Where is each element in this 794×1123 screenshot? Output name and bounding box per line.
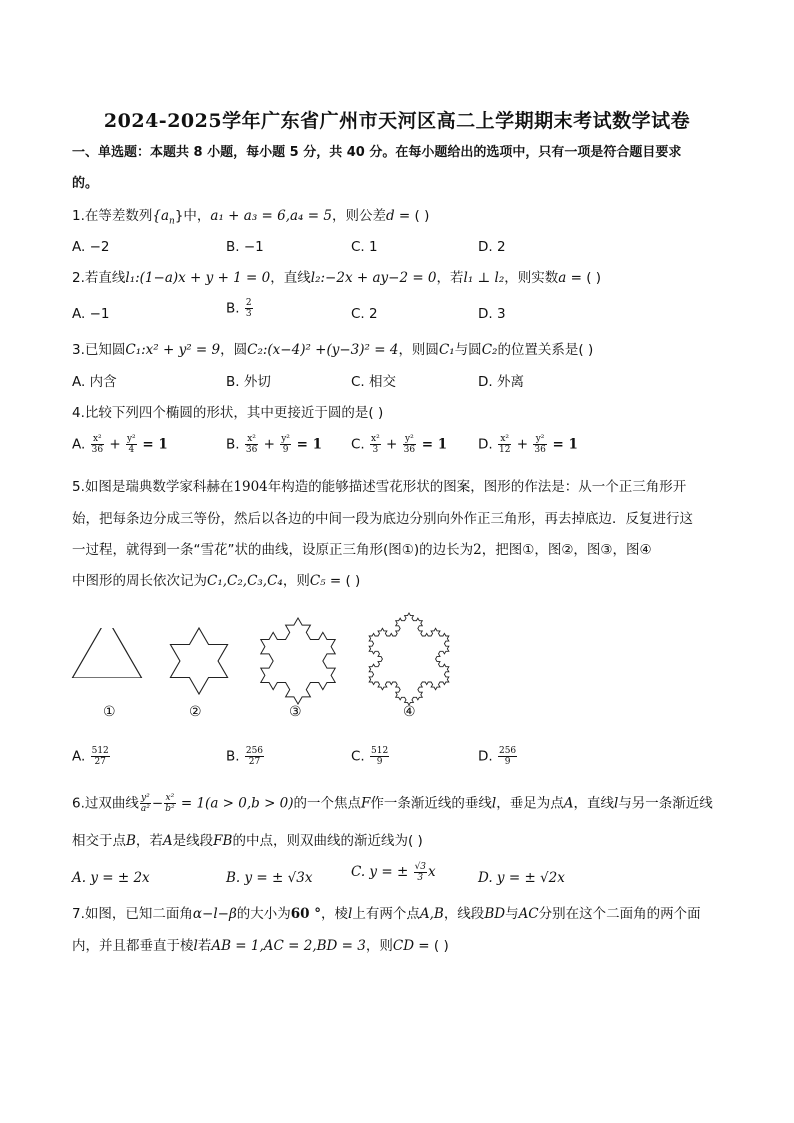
question-4-stem: 4.比较下列四个椭圆的形状，其中更接近于圆的是( ) bbox=[72, 405, 384, 421]
exam-title: 2024-2025学年广东省广州市天河区高二上学期期末考试数学试卷 bbox=[103, 110, 691, 132]
question-2-option-c: C. 2 bbox=[351, 306, 378, 322]
koch-figure-3 bbox=[248, 608, 348, 708]
koch-figure-1 bbox=[66, 628, 148, 678]
figure-label-2: ② bbox=[189, 704, 202, 720]
question-3-option-a: A. 内含 bbox=[72, 374, 117, 390]
question-5-line-1: 5.如图是瑞典数学家科赫在1904年构造的能够描述雪花形状的图案，图形的作法是：从一个正三角形开 bbox=[72, 479, 687, 495]
question-6-option-d: D. y = ± √2x bbox=[478, 870, 565, 886]
question-7-line-1: 7.如图，已知二面角α−l−β的大小为60 °，棱l上有两个点A,B，线段BD与AC分别在这个二面角的两个面 bbox=[72, 906, 701, 922]
koch-curve-iteration-3 bbox=[261, 618, 335, 704]
question-6-option-c: C. y = ± $\frac{√3}{3}$ x bbox=[351, 862, 436, 883]
question-5-option-b: B. $\frac{256}{27}$ bbox=[226, 746, 264, 767]
section-header-line1: 一、单选题：本题共 8 小题，每小题 5 分，共 40 分。在每小题给出的选项中，只有一项是符合题目要求 bbox=[72, 145, 682, 160]
question-2-option-d: D. 3 bbox=[478, 306, 506, 322]
question-3-option-b: B. 外切 bbox=[226, 374, 271, 390]
question-7-line-2: 内，并且都垂直于棱l若AB = 1,AC = 2,BD = 3，则CD = ( ) bbox=[72, 938, 449, 954]
question-4-option-c: C. $\frac{\text{x²}}{3}$ + $\frac{\text{y²}}{36}$ = 1 bbox=[351, 434, 448, 455]
koch-curve-iteration-2 bbox=[170, 628, 227, 694]
question-2-option-a: A. −1 bbox=[72, 306, 110, 322]
question-5-line-3: 一过程，就得到一条“雪花”状的曲线，设原正三角形(图①)的边长为2，把图①，图②，图③，图④ bbox=[72, 542, 652, 558]
figure-label-1: ① bbox=[103, 704, 116, 720]
question-3-stem: 3.已知圆C₁:x² + y² = 9，圆C₂:(x−4)² +(y−3)² = 4，则圆C₁与圆C₂的位置关系是( ) bbox=[72, 342, 594, 358]
question-6-option-a: A. y = ± 2x bbox=[72, 870, 150, 886]
section-header-line2: 的。 bbox=[72, 176, 99, 191]
question-1-option-b: B. −1 bbox=[226, 239, 264, 255]
question-1-option-c: C. 1 bbox=[351, 239, 378, 255]
question-1-option-a: A. −2 bbox=[72, 239, 110, 255]
question-4-option-b: B. $\frac{\text{x²}}{36}$ + $\frac{\text{y²}}{9}$ = 1 bbox=[226, 434, 323, 455]
question-5-line-2: 始，把每条边分成三等份，然后以各边的中间一段为底边分别向外作正三角形，再去掉底边．反复进行这 bbox=[72, 511, 693, 527]
question-5-option-c: C. $\frac{512}{9}$ bbox=[351, 746, 389, 767]
koch-figure-4 bbox=[356, 604, 462, 710]
figure-label-3: ③ bbox=[289, 704, 302, 720]
question-2-option-b: B. $\frac{2}{3}$ bbox=[226, 298, 252, 319]
figure-label-4: ④ bbox=[403, 704, 416, 720]
question-5-line-4: 中图形的周长依次记为C₁,C₂,C₃,C₄，则C₅ = ( ) bbox=[72, 573, 361, 589]
question-3-option-c: C. 相交 bbox=[351, 374, 397, 390]
question-4-option-a: A. $\frac{\text{x²}}{36}$ + $\frac{\text{y²}}{4}$ = 1 bbox=[72, 434, 168, 455]
question-1-stem: 1.在等差数列$\{a_n\}$中，a₁ + a₃ = 6,a₄ = 5，则公差d = ( ) bbox=[72, 208, 430, 227]
question-4-option-d: D. $\frac{\text{x²}}{12}$ + $\frac{\text{y²}}{36}$ = 1 bbox=[478, 434, 578, 455]
question-5-option-d: D. $\frac{256}{9}$ bbox=[478, 746, 517, 767]
koch-curve-iteration-1 bbox=[72, 628, 141, 678]
fraction: $\frac{2}{3}$ bbox=[245, 298, 252, 319]
question-6-option-b: B. y = ± √3x bbox=[226, 870, 313, 886]
question-5-option-a: A. $\frac{512}{27}$ bbox=[72, 746, 109, 767]
koch-figure-2 bbox=[160, 620, 238, 698]
question-6-line-2: 相交于点B，若A是线段FB的中点，则双曲线的渐近线为( ) bbox=[72, 833, 423, 849]
question-2-stem: 2.若直线l₁:(1−a)x + y + 1 = 0，直线l₂:−2x + ay−2 = 0，若l₁ ⊥ l₂，则实数a = ( ) bbox=[72, 270, 602, 286]
question-1-option-d: D. 2 bbox=[478, 239, 506, 255]
question-3-option-d: D. 外离 bbox=[478, 374, 524, 390]
question-6-line-1: 6.过双曲线 $\frac{\text{y²}}{\text{a²}}$ − $\frac{\text{x²}}{\text{b²}}$ = 1(a > 0,b > 0)的一个焦点F作一条渐近线的垂线l，垂足为点A，直线l与另一条渐近线 bbox=[72, 793, 713, 814]
koch-curve-iteration-4 bbox=[369, 613, 449, 705]
